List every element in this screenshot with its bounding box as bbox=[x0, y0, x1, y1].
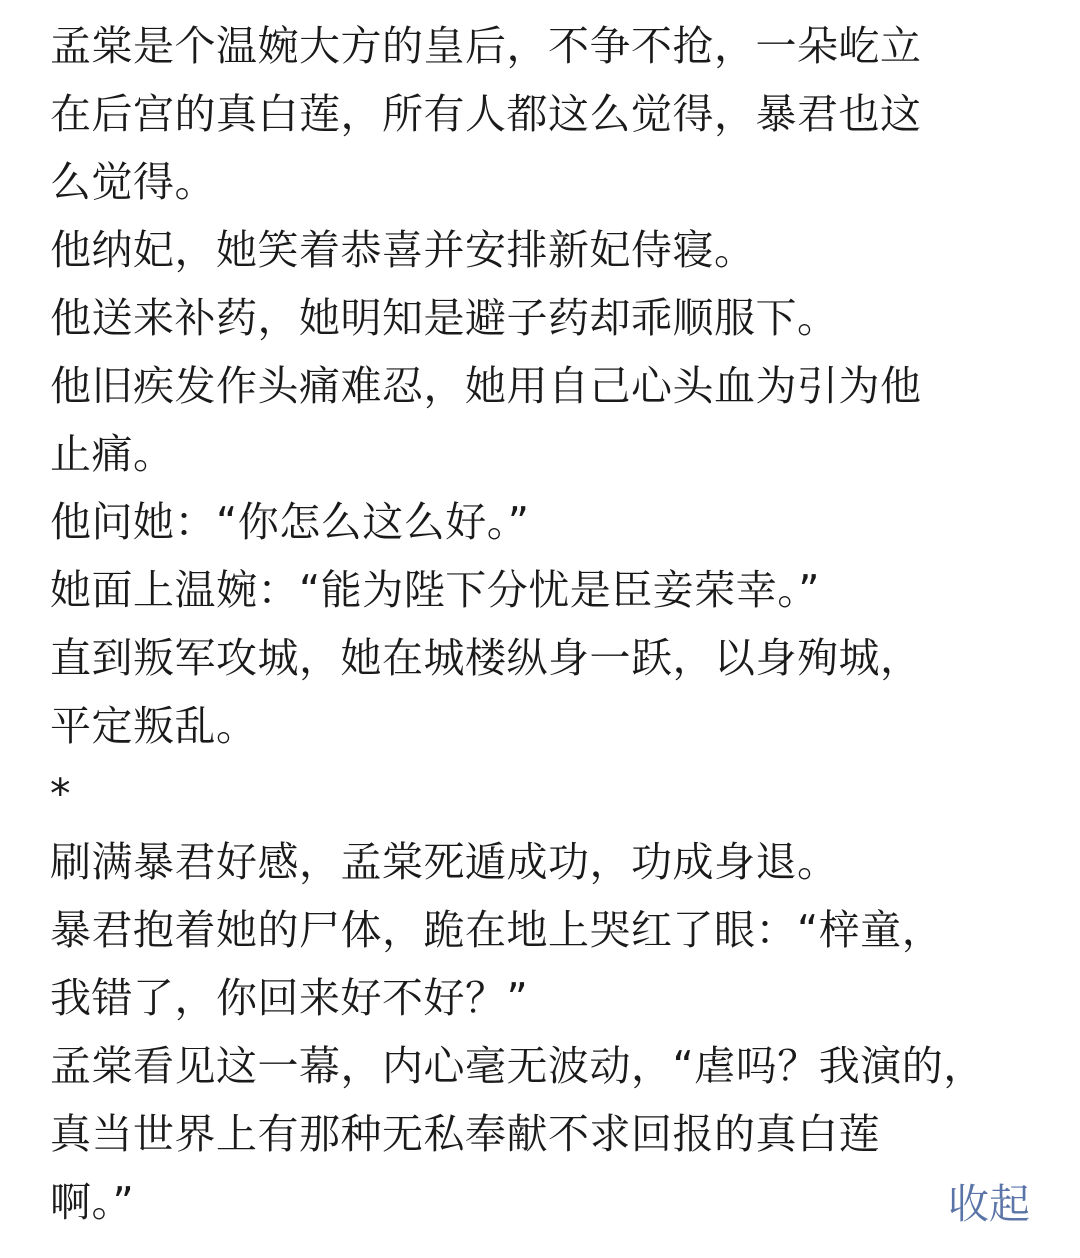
text-line-15: 我错了，你回来好不好？” bbox=[50, 974, 529, 1022]
text-line-7: 止痛。 bbox=[50, 430, 175, 478]
text-line-4: 他纳妃，她笑着恭喜并安排新妃侍寝。 bbox=[50, 226, 756, 274]
text-line-10: 直到叛军攻城，她在城楼纵身一跃，以身殉城， bbox=[50, 634, 922, 682]
text-line-3: 么觉得。 bbox=[50, 158, 216, 206]
section-divider-asterisk: * bbox=[50, 770, 71, 818]
text-line-6: 他旧疾发作头痛难忍，她用自己心头血为引为他 bbox=[50, 362, 922, 410]
text-line-5: 他送来补药，她明知是避子药却乖顺服下。 bbox=[50, 294, 839, 342]
text-line-14: 暴君抱着她的尸体，跪在地上哭红了眼：“梓童， bbox=[50, 906, 944, 954]
text-line-17: 真当世界上有那种无私奉献不求回报的真白莲 bbox=[50, 1110, 880, 1158]
text-line-16: 孟棠看见这一幕，内心毫无波动，“虐吗？我演的， bbox=[50, 1042, 985, 1090]
text-line-11: 平定叛乱。 bbox=[50, 702, 258, 750]
text-line-9: 她面上温婉：“能为陛下分忧是臣妾荣幸。” bbox=[50, 566, 820, 614]
text-line-13: 刷满暴君好感，孟棠死遁成功，功成身退。 bbox=[50, 838, 839, 886]
text-line-1: 孟棠是个温婉大方的皇后，不争不抢，一朵屹立 bbox=[50, 22, 922, 70]
text-line-8: 他问她：“你怎么这么好。” bbox=[50, 498, 530, 546]
collapse-button[interactable]: 收起 bbox=[948, 1180, 1030, 1228]
text-line-2: 在后宫的真白莲，所有人都这么觉得，暴君也这 bbox=[50, 90, 922, 138]
article-body bbox=[50, 12, 1040, 1236]
text-line-18: 啊。” bbox=[50, 1178, 135, 1226]
